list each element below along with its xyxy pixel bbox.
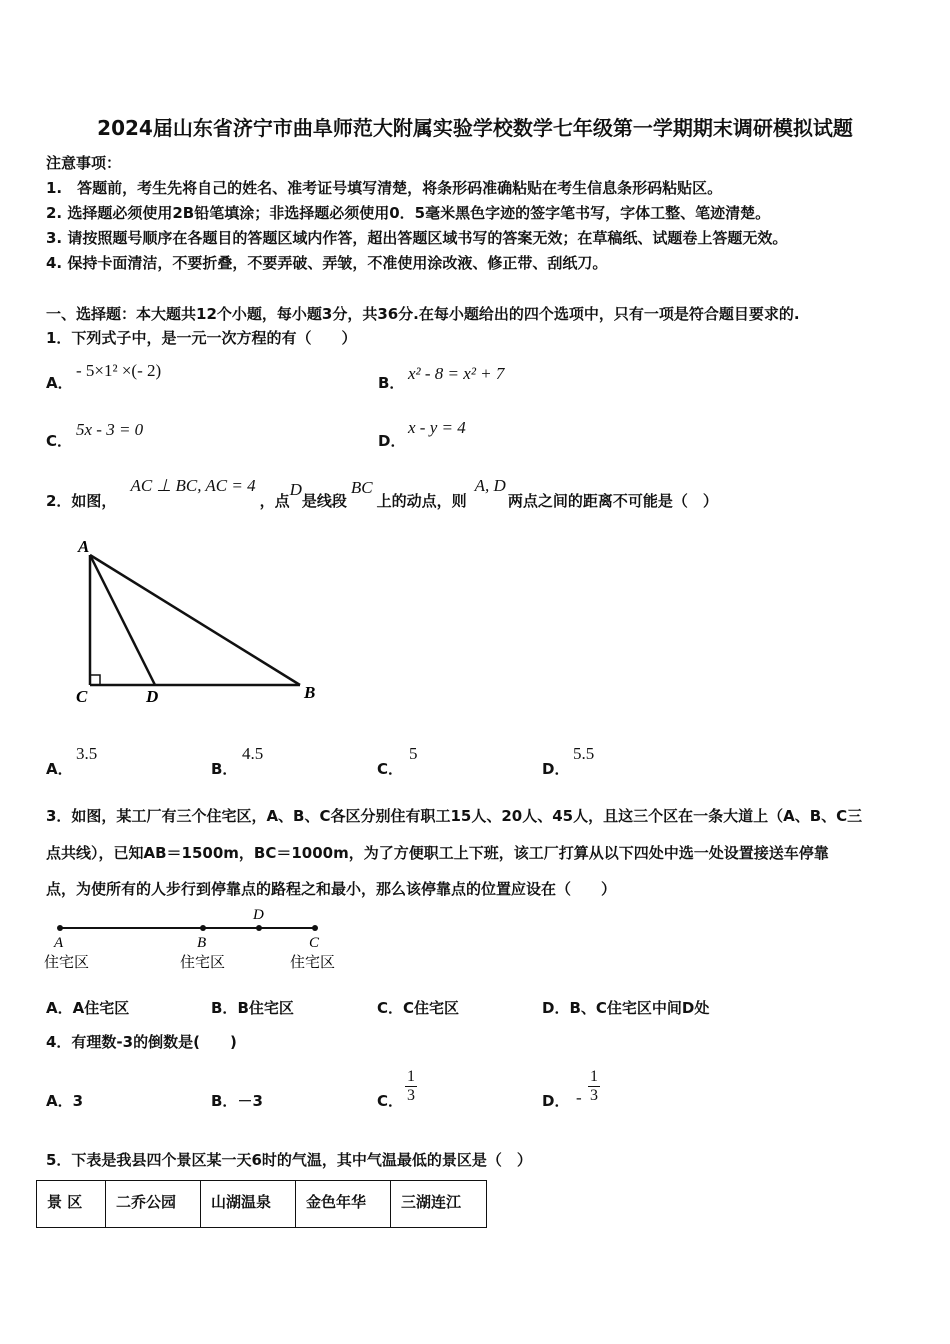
q2-option-a-label: A．: [46, 760, 73, 778]
table-header-cell: 二乔公园: [106, 1181, 201, 1228]
q1-option-d-label: D．: [378, 432, 406, 450]
q3-option-b: B．B住宅区: [211, 999, 294, 1017]
point-c: [312, 925, 318, 931]
section-heading: 一、选择题：本大题共12个小题，每小题3分，共36分.在每小题给出的四个选项中，只有一项是符合题目要求的.: [46, 305, 800, 323]
q1-option-b-label: B．: [378, 374, 405, 392]
q2-prefix: 2．如图，: [46, 492, 117, 510]
q2-text: 是线段: [301, 492, 347, 510]
zone-c: 住宅区: [290, 953, 336, 971]
q3-stem-line: 点共线），已知AB＝1500m，BC＝1000m，为了方便职工上下班，该工厂打算从以下四处中选一处设置接送车停靠: [46, 844, 829, 862]
q2-option-d-value: 5.5: [573, 744, 595, 763]
q2-segment: BC: [350, 478, 373, 497]
q4-option-a: A．3: [46, 1092, 84, 1110]
right-angle-mark: [90, 675, 100, 685]
q1-stem: 1．下列式子中，是一元一次方程的有（ ）: [46, 329, 357, 347]
q2-text: 上的动点，则: [376, 492, 467, 510]
point-a: [57, 925, 63, 931]
q3-option-a: A．A住宅区: [46, 999, 130, 1017]
q4-option-c-fraction: $\frac{1}{3}$: [407, 1068, 415, 1104]
q4-option-b: B．－3: [211, 1092, 263, 1110]
page-title: 2024届山东省济宁市曲阜师范大附属实验学校数学七年级第一学期期末调研模拟试题: [97, 116, 853, 140]
q4-option-d-fraction: $\frac{1}{3}$: [590, 1068, 598, 1104]
label-b: B: [197, 935, 207, 951]
q2-triangle-figure: [60, 530, 340, 715]
table-header-cell: 金色年华: [296, 1181, 391, 1228]
label-d: D: [253, 907, 264, 923]
q4-option-d-sign: -: [576, 1088, 582, 1107]
q3-stem-line: 3．如图，某工厂有三个住宅区，A、B、C各区分别住有职工15人、20人、45人，且这三个区在一条大道上（A、B、C三: [46, 807, 863, 825]
q4-option-d-label: D．: [542, 1092, 570, 1110]
temperature-table: [36, 1180, 487, 1228]
note-item: 3. 请按照题号顺序在各题目的答题区域内作答，超出答题区域书写的答案无效；在草稿纸、试题卷上答题无效。: [46, 229, 788, 247]
notes-heading: 注意事项：: [46, 154, 122, 172]
note-item: 1. 答题前，考生先将自己的姓名、准考证号填写清楚，将条形码准确粘贴在考生信息条形码粘贴区。: [46, 179, 723, 197]
q3-option-c: C．C住宅区: [377, 999, 460, 1017]
q2-condition: AC ⊥ BC, AC = 4: [130, 476, 256, 495]
q2-option-c-value: 5: [409, 744, 418, 763]
q1-option-c-label: C．: [46, 432, 73, 450]
q5-stem: 5．下表是我县四个景区某一天6时的气温，其中气温最低的景区是（ ）: [46, 1151, 532, 1169]
q3-stem-line: 点，为使所有的人步行到停靠点的路程之和最小，那么该停靠点的位置应设在（ ）: [46, 880, 617, 898]
q2-option-c-label: C．: [377, 760, 404, 778]
q2-text: ，点: [259, 492, 290, 510]
q2-stem: [46, 476, 718, 511]
zone-a: 住宅区: [44, 953, 90, 971]
table-header-cell: 山湖温泉: [201, 1181, 296, 1228]
q1-option-c-expr: 5x - 3 = 0: [76, 420, 144, 439]
label-c: C: [309, 935, 320, 951]
q3-line-figure: [40, 903, 360, 975]
q1-option-d-expr: x - y = 4: [408, 418, 466, 437]
label-a: A: [54, 935, 64, 951]
q2-option-b-label: B．: [211, 760, 238, 778]
vertex-b: B: [304, 683, 316, 702]
vertex-c: C: [76, 687, 88, 706]
note-item: 2. 选择题必须使用2B铅笔填涂；非选择题必须使用0．5毫米黑色字迹的签字笔书写，字体工整、笔迹清楚。: [46, 204, 771, 222]
q4-stem: 4．有理数-3的倒数是( ): [46, 1033, 237, 1051]
q2-option-a-value: 3.5: [76, 744, 98, 763]
q1-option-b-expr: x² - 8 = x² + 7: [408, 364, 505, 383]
point-b: [200, 925, 206, 931]
zone-b: 住宅区: [180, 953, 226, 971]
q2-option-d-label: D．: [542, 760, 570, 778]
q2-points: A, D: [474, 476, 506, 495]
q1-option-a-expr: - 5×1² ×(- 2): [76, 361, 162, 380]
q4-option-c-label: C．: [377, 1092, 404, 1110]
q3-option-d: D．B、C住宅区中间D处: [542, 999, 710, 1017]
table-header-cell: 景 区: [37, 1181, 106, 1228]
q2-option-b-value: 4.5: [242, 744, 264, 763]
vertex-a: A: [78, 537, 90, 556]
point-d: [256, 925, 262, 931]
q2-text: 两点之间的距离不可能是（ ）: [507, 492, 718, 510]
vertex-d: D: [146, 687, 159, 706]
table-header-cell: 三湖连江: [391, 1181, 487, 1228]
note-item: 4. 保持卡面清洁，不要折叠，不要弄破、弄皱，不准使用涂改液、修正带、刮纸刀。: [46, 254, 608, 272]
q2-point: D: [289, 480, 302, 499]
q1-option-a-label: A．: [46, 374, 73, 392]
